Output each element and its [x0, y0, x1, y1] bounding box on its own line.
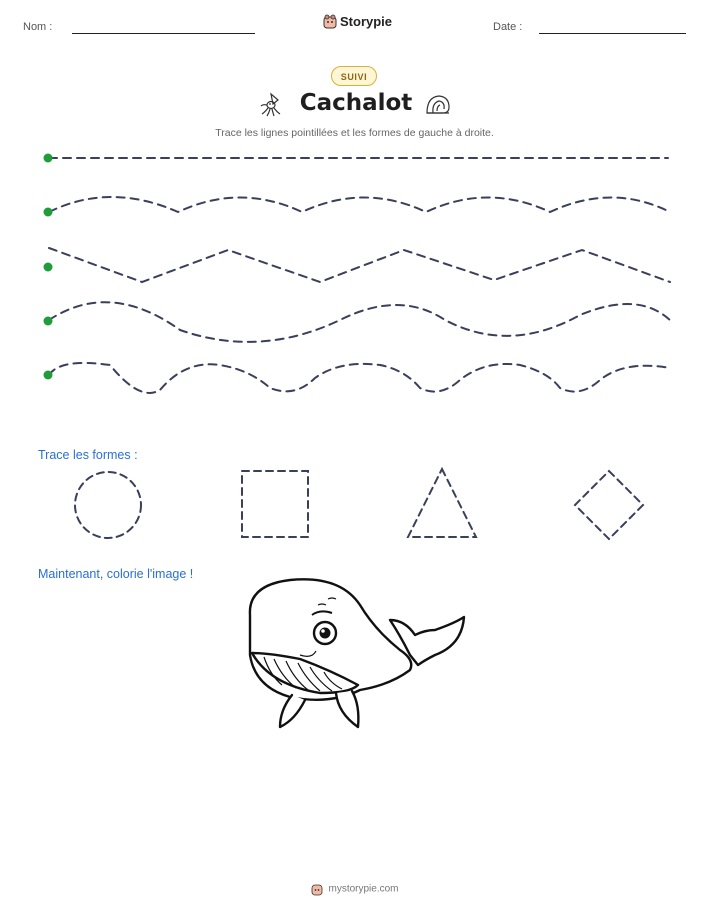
footer-url[interactable]: mystorypie.com	[328, 883, 399, 895]
level-badge: SUIVI	[331, 66, 377, 86]
page-title: Cachalot	[299, 90, 413, 116]
name-label: Nom :	[23, 21, 53, 33]
start-dot	[44, 154, 53, 163]
squid-icon	[258, 92, 284, 118]
footer	[0, 882, 709, 896]
whale-illustration	[240, 575, 470, 735]
shapes-section-title: Trace les formes :	[38, 448, 138, 462]
tracing-line-wide-wave	[49, 302, 672, 342]
start-dot	[44, 371, 53, 380]
tracing-lines	[0, 140, 709, 400]
tracing-line-zigzag	[49, 248, 670, 282]
shape-diamond	[575, 471, 643, 539]
coloring-section-title: Maintenant, colorie l'image !	[38, 567, 194, 581]
name-field-line[interactable]	[72, 33, 255, 34]
storypie-logo-icon	[310, 882, 324, 896]
tracing-line-gentle-wave	[49, 197, 670, 212]
shape-triangle	[408, 469, 476, 537]
start-dot	[44, 208, 53, 217]
shell-icon	[425, 93, 451, 117]
tracing-line-bumpy-wave	[49, 363, 670, 393]
shape-circle	[75, 472, 141, 538]
date-label: Date :	[493, 21, 523, 33]
tracing-shapes	[0, 465, 709, 545]
brand-name: Storypie	[340, 14, 393, 29]
start-dot	[44, 263, 53, 272]
date-field-line[interactable]	[539, 33, 686, 34]
shape-square	[242, 471, 308, 537]
start-dot	[44, 317, 53, 326]
instructions: Trace les lignes pointillées et les formes de gauche à droite.	[215, 127, 494, 139]
storypie-logo-icon	[322, 13, 338, 29]
